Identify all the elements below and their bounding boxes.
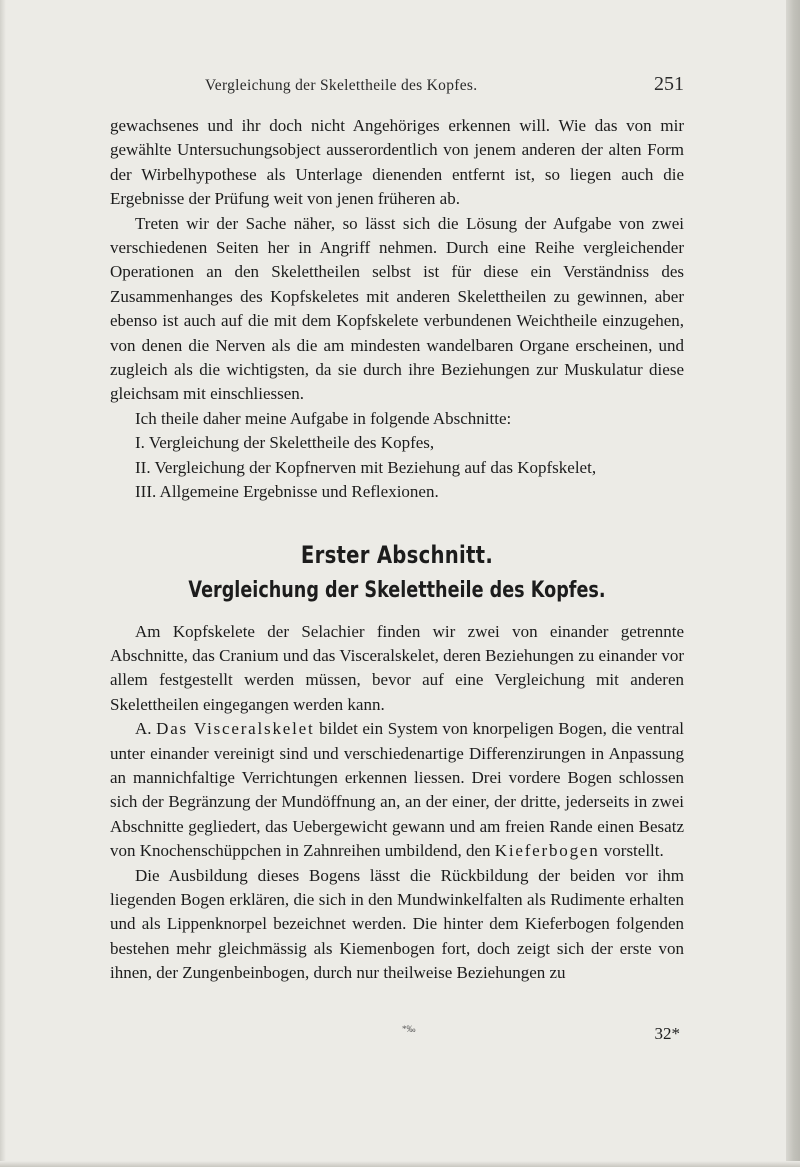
section-subtitle: Vergleichung der Skelettheile des Kopfes. bbox=[188, 577, 606, 603]
paragraph-5 bbox=[110, 717, 684, 863]
footer-line bbox=[110, 1024, 684, 1044]
paragraph-1: gewachsenes und ihr doch nicht Angehöriges erkennen will. Wie das von mir gewählte Untersuchungsobject ausserordentlich von jenem anderen der alten Form der Wirbelhypothese als Unterlage dienenden entfernt ist, so liegen auch die Ergebnisse der Prüfung weit von jenen früheren ab. bbox=[110, 116, 684, 209]
body-text bbox=[110, 114, 684, 986]
emphasized-term: Kieferbogen bbox=[494, 841, 600, 861]
signature-mark: 32* bbox=[654, 1024, 680, 1043]
paragraph-5-text: bildet ein System von knorpeligen Bogen, die ventral unter einander vereinigt sind und verschiedenartige Differenzirungen in Anpassung an mannichfaltige Verrichtungen erkennen liessen. Drei vordere Bogen schlossen sich der Begränzung der Mundöffnung an, an der einer, der dritte, jederseits in zwei Abschnitte gegliedert, das Uebergewicht gewann und am freien Rande einen Besatz von Knochenschüppchen in Zahnreihen umbildend, den bbox=[110, 719, 684, 861]
running-header: Vergleichung der Skelettheile des Kopfes. bbox=[205, 77, 478, 94]
paragraph-4: Am Kopfskelete der Selachier finden wir zwei von einander getrennte Abschnitte, das Cranium und das Visceralskelet, deren Beziehungen zu einander vor allem festgestellt werden müssen, bevor auf eine Vergleichung mit anderen Skelettheilen eingegangen werden kann. bbox=[110, 621, 684, 714]
list-item: I. Vergleichung der Skelettheile des Kopfes, bbox=[135, 433, 435, 453]
list-item: III. Allgemeine Ergebnisse und Reflexionen. bbox=[135, 482, 439, 502]
paragraph-2: Treten wir der Sache näher, so lässt sich die Lösung der Aufgabe von zwei verschiedenen Seiten her in Angriff nehmen. Durch eine Reihe vergleichender Operationen an den Skelettheilen selbst ist für diese ein Verständniss des Zusammenhanges des Kopfskeletes mit anderen Skelettheilen zu gewinnen, aber ebenso ist auch auf die mit dem Kopfskelete verbundenen Weichtheile einzugehen, von denen die Nerven als die am mindesten wandelbaren Organe erscheinen, und zugleich als die wichtigsten, da sie durch ihre Beziehungen zur Muskulatur diese gleichsam mit einschliessen. bbox=[110, 213, 684, 404]
list-item: II. Vergleichung der Kopfnerven mit Beziehung auf das Kopfskelet, bbox=[135, 457, 597, 477]
paragraph-5-end: vorstellt. bbox=[599, 841, 664, 861]
paragraph-label: A. bbox=[135, 719, 152, 739]
emphasized-term: Das Visceralskelet bbox=[156, 719, 315, 739]
page-number: 251 bbox=[654, 73, 684, 95]
paragraph-3: Ich theile daher meine Aufgabe in folgende Abschnitte: bbox=[135, 408, 512, 428]
section-title: Erster Abschnitt. bbox=[300, 540, 494, 569]
paragraph-6: Die Ausbildung dieses Bogens lässt die Rückbildung der beiden vor ihm liegenden Bogen erklären, die sich in den Mundwinkelfalten als Rudimente erhalten und als Lippenknorpel bezeichnet werden. Die hinter dem Kieferbogen folgenden bestehen mehr gleichmässig als Kiemenbogen fort, doch zeigt sich der erste von ihnen, der Zungenbeinbogen, durch nur theilweise Beziehungen zu bbox=[110, 865, 684, 983]
ink-mark: *‰ bbox=[402, 1024, 416, 1034]
